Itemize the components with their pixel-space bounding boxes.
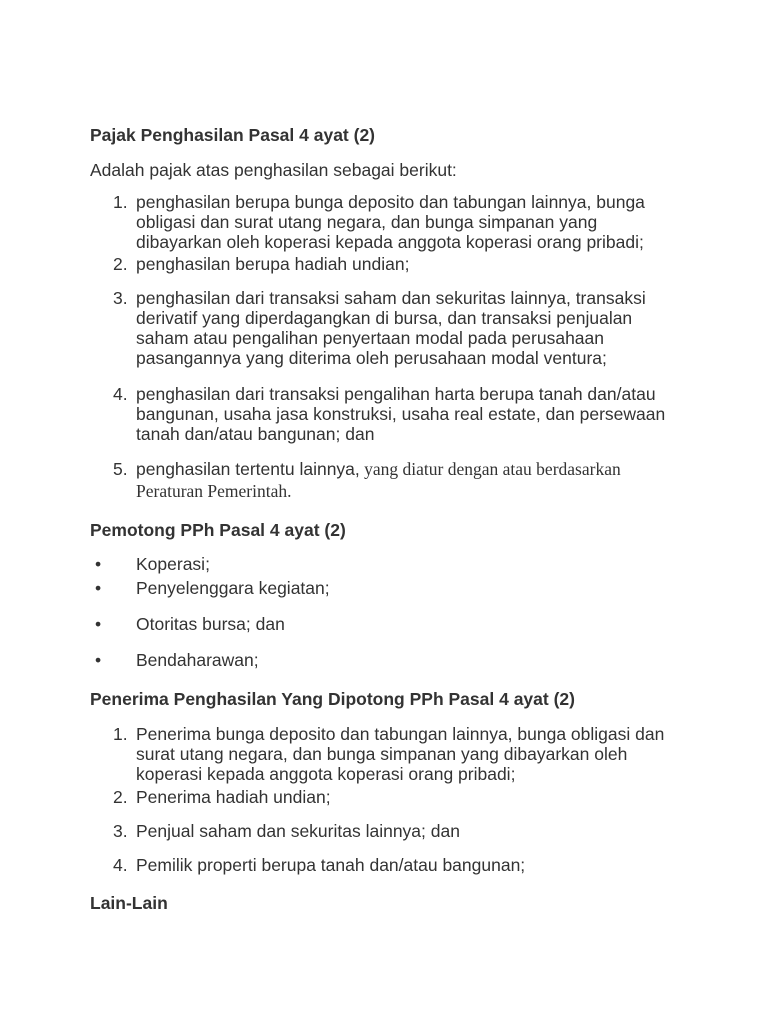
list-item-text: penghasilan dari transaksi pengalihan harta berupa tanah dan/atau bangunan, usaha jasa konstruksi, usaha real estate, dan persewaan tanah dan/atau bangunan; dan: [136, 384, 666, 444]
bullet-item-text: Penyelenggara kegiatan;: [136, 578, 330, 598]
recipient-list: [90, 724, 676, 875]
list-item: [90, 458, 676, 502]
list-number: 1.: [113, 192, 128, 212]
bullet-marker: •: [95, 578, 102, 598]
list-number: 1.: [113, 724, 128, 744]
list-item: [90, 192, 676, 252]
list-item-text: Pemilik properti berupa tanah dan/atau bangunan;: [136, 855, 526, 875]
list-number: 3.: [113, 288, 128, 308]
list-item: [90, 288, 676, 368]
list-number: 2.: [113, 787, 128, 807]
list-item-text: Penerima bunga deposito dan tabungan lainnya, bunga obligasi dan surat utang negara, dan bunga simpanan yang dibayarkan oleh koperasi kepada anggota koperasi orang pribadi;: [136, 724, 665, 784]
list-number: 2.: [113, 254, 128, 274]
list-item: [90, 254, 676, 274]
bullet-item-text: Otoritas bursa; dan: [136, 614, 285, 634]
list-item-text: Penjual saham dan sekuritas lainnya; dan: [136, 821, 460, 841]
list-number: 4.: [113, 384, 128, 404]
list-item: [90, 384, 676, 444]
list-item-text: penghasilan berupa hadiah undian;: [136, 254, 410, 274]
list-number: 5.: [113, 459, 128, 479]
bullet-item-text: Bendaharawan;: [136, 650, 259, 670]
list-item-text: Penerima hadiah undian;: [136, 787, 331, 807]
bullet-item: [90, 650, 676, 670]
bullet-item-text: Koperasi;: [136, 554, 210, 574]
list-item-text: penghasilan berupa bunga deposito dan tabungan lainnya, bunga obligasi dan surat utang negara, dan bunga simpanan yang dibayarkan oleh koperasi kepada anggota koperasi orang pribadi;: [136, 192, 645, 252]
bullet-marker: •: [95, 554, 102, 574]
list-item-text-continued: yang diatur dengan atau berdasarkan Peraturan Pemerintah.: [136, 459, 621, 501]
bullet-item: [90, 554, 676, 574]
bullet-item: [90, 614, 676, 634]
list-item: [90, 855, 676, 875]
list-number: 4.: [113, 855, 128, 875]
intro-text: Adalah pajak atas penghasilan sebagai berikut:: [90, 160, 457, 180]
bullet-marker: •: [95, 650, 102, 670]
bullet-marker: •: [95, 614, 102, 634]
withholder-list: [90, 554, 676, 670]
section-heading-pajak-penghasilan: Pajak Penghasilan Pasal 4 ayat (2): [90, 125, 376, 145]
list-item: [90, 787, 676, 807]
list-item: [90, 724, 676, 784]
list-item-text: penghasilan dari transaksi saham dan sekuritas lainnya, transaksi derivatif yang diperdagangkan di bursa, dan transaksi penjualan saham atau pengalihan penyertaan modal pada perusahaan pasangannya yang diterima oleh perusahaan modal ventura;: [136, 288, 646, 368]
list-number: 3.: [113, 821, 128, 841]
section-heading-lain-lain: Lain-Lain: [90, 893, 168, 913]
section-heading-pemotong: Pemotong PPh Pasal 4 ayat (2): [90, 520, 346, 540]
list-item-text: penghasilan tertentu lainnya,: [136, 459, 360, 479]
bullet-item: [90, 578, 676, 598]
income-types-list: [90, 192, 676, 502]
section-heading-penerima: Penerima Penghasilan Yang Dipotong PPh Pasal 4 ayat (2): [90, 689, 575, 709]
list-item: [90, 821, 676, 841]
